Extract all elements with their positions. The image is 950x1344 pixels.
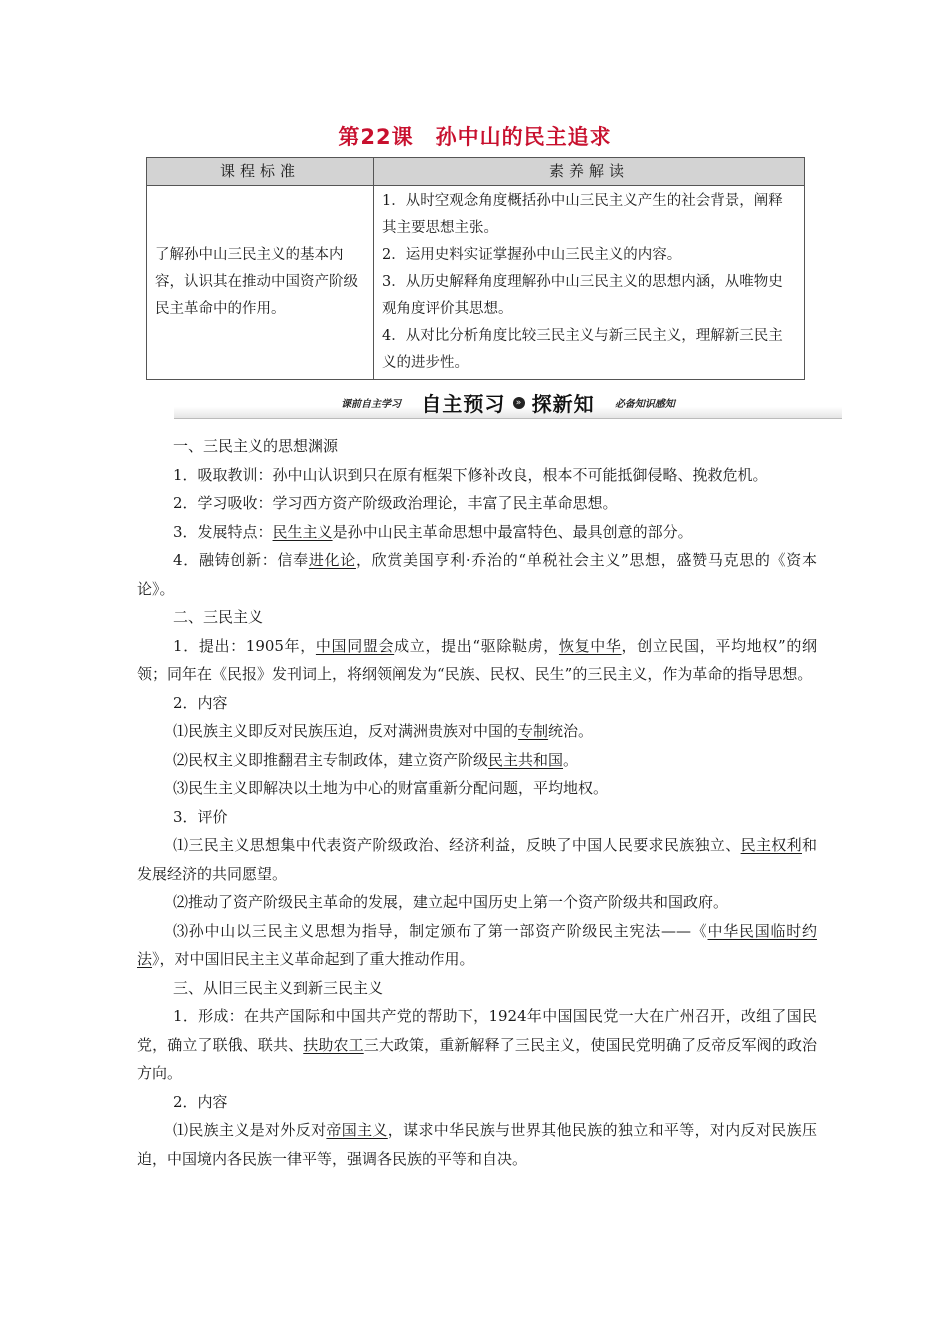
section-heading: 三、从旧三民主义到新三民主义 (173, 978, 384, 997)
key-term: 帝国主义 (326, 1121, 388, 1139)
text: 4．融铸创新：信奉 (173, 551, 309, 569)
section-banner (174, 388, 842, 419)
paragraph: 2．内容 (173, 693, 228, 712)
key-term: 民主共和国 (488, 750, 564, 769)
literacy-item: 4．从对比分析角度比较三民主义与新三民主义，理解新三民主义的进步性。 (382, 328, 783, 371)
literacy-item: 2．运用史料实证掌握孙中山三民主义的内容。 (382, 247, 682, 263)
paragraph: ⑶民生主义即解决以土地为中心的财富重新分配问题，平均地权。 (173, 779, 609, 797)
text: 3．发展特点： (173, 522, 273, 541)
text: ⑶孙中山以三民主义思想为指导，制定颁布了第一部资产阶级民主宪法——《 (173, 921, 708, 940)
lesson-content (137, 432, 817, 1173)
banner-main-right: 探新知 (531, 392, 595, 416)
paragraph (137, 518, 817, 547)
standards-cell: 了解孙中山三民主义的基本内容，认识其在推动中国资产阶级民主革命中的作用。 (147, 186, 374, 380)
text: 成立，提出“驱除鞑虏， (394, 636, 559, 655)
key-term: 恢复中华 (558, 636, 622, 655)
text: 三大政策，重新解释了三民主义，使国民党明确了反帝反军阀的政治方向。 (137, 1035, 817, 1082)
literacy-cell (374, 186, 805, 380)
paragraph: 2．学习吸收：学习西方资产阶级政治理论，丰富了民主革命思想。 (173, 494, 618, 512)
text: ⑴民族主义是对外反对 (173, 1121, 327, 1139)
key-term: 中华民国临时约法 (137, 921, 817, 968)
paragraph (137, 746, 817, 775)
literacy-item: 1．从时空观念角度概括孙中山三民主义产生的社会背景，阐释其主要思想主张。 (382, 193, 783, 236)
paragraph (137, 717, 817, 746)
double-arrow-icon: » (513, 397, 525, 409)
text: ，欣赏美国亨利·乔治的“单税社会主义”思想，盛赞马克思的《资本论》。 (137, 551, 818, 598)
section-heading: 二、三民主义 (173, 608, 264, 626)
text: ，谋求中华民族与世界其他民族的独立和平等，对内反对民族压迫，中国境内各民族一律平等，强调各民族的平等和自决。 (137, 1121, 817, 1168)
paragraph: 2．内容 (173, 1092, 228, 1111)
paragraph: ⑵推动了资产阶级民主革命的发展，建立起中国历史上第一个资产阶级共和国政府。 (173, 893, 729, 911)
literacy-item: 3．从历史解释角度理解孙中山三民主义的思想内涵，从唯物史观角度评价其思想。 (382, 274, 783, 317)
text: 统治。 (548, 722, 594, 740)
paragraph (137, 1002, 817, 1088)
key-term: 扶助农工 (303, 1035, 364, 1054)
banner-main-left: 自主预习 (421, 392, 506, 416)
text: 是孙中山民主革命思想中最富特色、最具创意的部分。 (332, 522, 693, 541)
literacy-header: 素养解读 (374, 158, 805, 186)
lesson-name: 孙中山的民主追求 (435, 125, 612, 149)
banner-right-caption: 必备知识感知 (614, 399, 675, 410)
lesson-number: 第22课 (338, 125, 414, 149)
paragraph (137, 632, 817, 689)
paragraph: 1．吸取教训：孙中山认识到只在原有框架下修补改良，根本不可能抵御侵略、挽救危机。 (173, 465, 768, 484)
text: 。 (563, 750, 579, 769)
text: 》，对中国旧民主主义革命起到了重大推动作用。 (152, 950, 475, 968)
text: ⑵民权主义即推翻君主专制政体，建立资产阶级 (173, 750, 489, 769)
paragraph (137, 1116, 817, 1173)
key-term: 中国同盟会 (315, 636, 395, 655)
text: ，创立民国，平均地权”的纲领；同年在《民报》发刊词上，将纲领阐发为“民族、民权、民生”的三民主义，作为革命的指导思想。 (137, 636, 817, 683)
text: 和发展经济的共同愿望。 (137, 836, 817, 883)
paragraph (137, 546, 817, 603)
key-term: 民生主义 (272, 522, 333, 541)
paragraph (137, 831, 817, 888)
paragraph (137, 917, 817, 974)
text: 1．形成：在共产国际和中国共产党的帮助下，1924年中国国民党一大在广州召开，改组了国民党，确立了联俄、联共、 (137, 1007, 817, 1054)
key-term: 民主权利 (740, 836, 802, 854)
text: ⑴三民主义思想集中代表资产阶级政治、经济利益，反映了中国人民要求民族独立、 (173, 836, 741, 854)
standards-header: 课程标准 (147, 158, 374, 186)
text: 1．提出：1905年， (173, 636, 316, 655)
section-heading: 一、三民主义的思想渊源 (173, 437, 339, 455)
text: ⑴民族主义即反对民族压迫，反对满洲贵族对中国的 (173, 722, 519, 740)
curriculum-standards-table (146, 157, 805, 380)
key-term: 进化论 (308, 551, 356, 569)
key-term: 专制 (518, 722, 549, 740)
paragraph: 3．评价 (173, 807, 228, 826)
lesson-title (0, 121, 950, 151)
banner-left-caption: 课前自主学习 (341, 399, 402, 410)
